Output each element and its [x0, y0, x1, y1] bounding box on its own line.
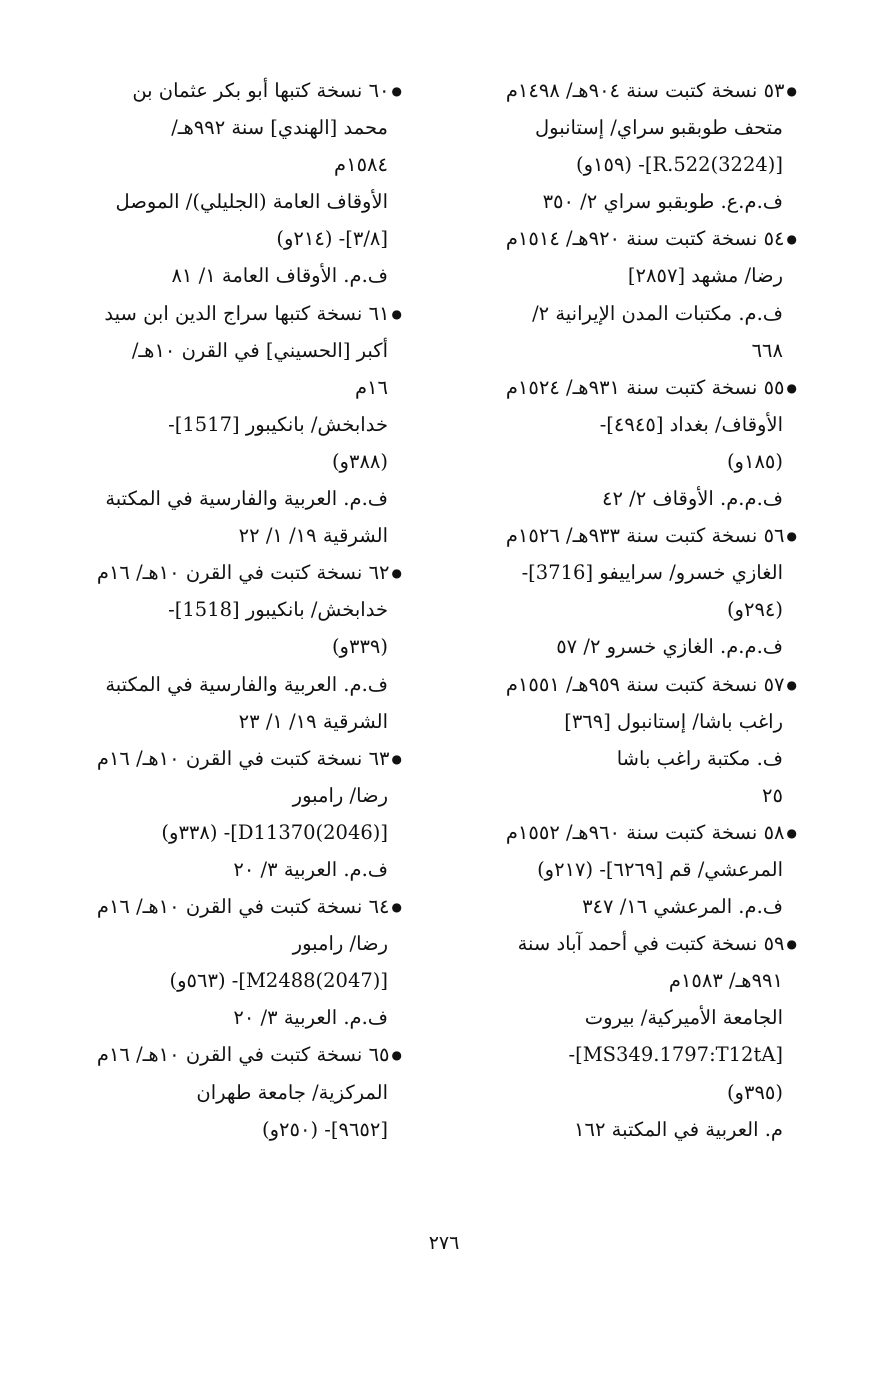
entry-line: (١٨٥و): [726, 449, 783, 473]
entry-line: الغازي خسرو/ سراييفو [3716]-: [521, 561, 783, 585]
entry-line: [D11370(2046)]- (٣٣٨و): [161, 820, 388, 844]
entry-line: ف.م. العربية والفارسية في المكتبة: [105, 487, 388, 511]
entry-line: م. العربية في المكتبة ١٦٢: [574, 1117, 783, 1141]
entry-line: ٦٦٨: [751, 338, 783, 362]
entry-line: الجامعة الأميركية/ بيروت: [584, 1006, 783, 1030]
entry-line: [٩٦٥٢]- (٢٥٠و): [262, 1117, 388, 1141]
entry-heading: ● ٦٠ نسخة كتبها أبو بكر عثمان بن: [60, 72, 402, 109]
entry-line: ف.م. العربية ٣/ ٢٠: [233, 1006, 388, 1030]
entry-line: [M2488(2047)]- (٥٦٣و): [169, 969, 388, 993]
entry-heading: ● ٦٣ نسخة كتبت في القرن ١٠هـ/ ١٦م: [60, 740, 402, 777]
entry-line: خدابخش/ بانكيبور [1518]-: [168, 598, 388, 622]
entry-line: رضا/ رامبور: [292, 932, 388, 956]
entry-line: المركزية/ جامعة طهران: [196, 1080, 388, 1104]
entry-heading: ● ٥٥ نسخة كتبت سنة ٩٣١هـ/ ١٥٢٤م: [445, 369, 797, 406]
entry-heading: ● ٥٨ نسخة كتبت سنة ٩٦٠هـ/ ١٥٥٢م: [445, 814, 797, 851]
entry-line: ف. مكتبة راغب باشا: [616, 746, 783, 770]
entry-line: الشرقية ١٩/ ١/ ٢٢: [238, 524, 388, 548]
right-column: [445, 72, 797, 1148]
entry-line: ف.م. العربية ٣/ ٢٠: [233, 857, 388, 881]
entry-line: الشرقية ١٩/ ١/ ٢٣: [238, 709, 388, 733]
entry-heading: ● ٦٢ نسخة كتبت في القرن ١٠هـ/ ١٦م: [60, 554, 402, 591]
entry-line: أكبر [الحسيني] في القرن ١٠هـ/: [131, 338, 388, 362]
entry-line: ١٥٨٤م: [334, 153, 388, 177]
entry-line: رضا/ مشهد [٢٨٥٧]: [627, 264, 783, 288]
entry-line: [R.522(3224)]- (١٥٩و): [575, 153, 783, 177]
entry-heading: ● ٦٤ نسخة كتبت في القرن ١٠هـ/ ١٦م: [60, 888, 402, 925]
entry-line: ف.م.ع. طوبقبو سراي ٢/ ٣٥٠: [542, 190, 783, 214]
entry-line: ف.م. العربية والفارسية في المكتبة: [105, 672, 388, 696]
entry-heading: ● ٦١ نسخة كتبها سراج الدين ابن سيد: [60, 295, 402, 332]
entry-line: ف.م.م. الغازي خسرو ٢/ ٥٧: [556, 635, 783, 659]
entry-line: [٣/٨]- (٢١٤و): [276, 227, 388, 251]
entry-line: الأوقاف العامة (الجليلي)/ الموصل: [115, 190, 388, 214]
entry-line: متحف طوبقبو سراي/ إستانبول: [534, 116, 783, 140]
entry-line: (٣٨٨و): [331, 449, 388, 473]
entry-line: (٣٩٥و): [726, 1080, 783, 1104]
entry-line: (٢٩٤و): [726, 598, 783, 622]
entry-heading: ● ٥٧ نسخة كتبت سنة ٩٥٩هـ/ ١٥٥١م: [445, 666, 797, 703]
entry-line: راغب باشا/ إستانبول [٣٦٩]: [564, 709, 783, 733]
entry-line: ٩٩١هـ/ ١٥٨٣م: [668, 969, 783, 993]
entry-line: (٣٣٩و): [331, 635, 388, 659]
entry-heading: ● ٥٣ نسخة كتبت سنة ٩٠٤هـ/ ١٤٩٨م: [445, 72, 797, 109]
entry-line: ف.م. مكتبات المدن الإيرانية ٢/: [532, 301, 783, 325]
entry-heading: ● ٥٤ نسخة كتبت سنة ٩٢٠هـ/ ١٥١٤م: [445, 220, 797, 257]
entry-line: ١٦م: [354, 375, 388, 399]
entry-line: خدابخش/ بانكيبور [1517]-: [168, 412, 388, 436]
entry-line: رضا/ رامبور: [292, 783, 388, 807]
page-number: ٢٧٦: [428, 1232, 460, 1254]
entry-line: محمد [الهندي] سنة ٩٩٢هـ/: [171, 116, 388, 140]
entry-line: ف.م.م. الأوقاف ٢/ ٤٢: [601, 487, 783, 511]
entry-heading: ● ٥٩ نسخة كتبت في أحمد آباد سنة: [445, 925, 797, 962]
entry-heading: ● ٦٥ نسخة كتبت في القرن ١٠هـ/ ١٦م: [60, 1036, 402, 1073]
entry-line: ف.م. المرعشي ١٦/ ٣٤٧: [582, 895, 783, 919]
entry-line: [MS349.1797:T12tA]-: [568, 1043, 783, 1067]
entry-line: ٢٥: [762, 783, 783, 807]
entry-heading: ● ٥٦ نسخة كتبت سنة ٩٣٣هـ/ ١٥٢٦م: [445, 517, 797, 554]
left-column: [60, 72, 402, 1148]
entry-line: ف.م. الأوقاف العامة ١/ ٨١: [171, 264, 388, 288]
entry-line: المرعشي/ قم [٦٢٦٩]- (٢١٧و): [537, 857, 783, 881]
entry-line: الأوقاف/ بغداد [٤٩٤٥]-: [599, 412, 783, 436]
